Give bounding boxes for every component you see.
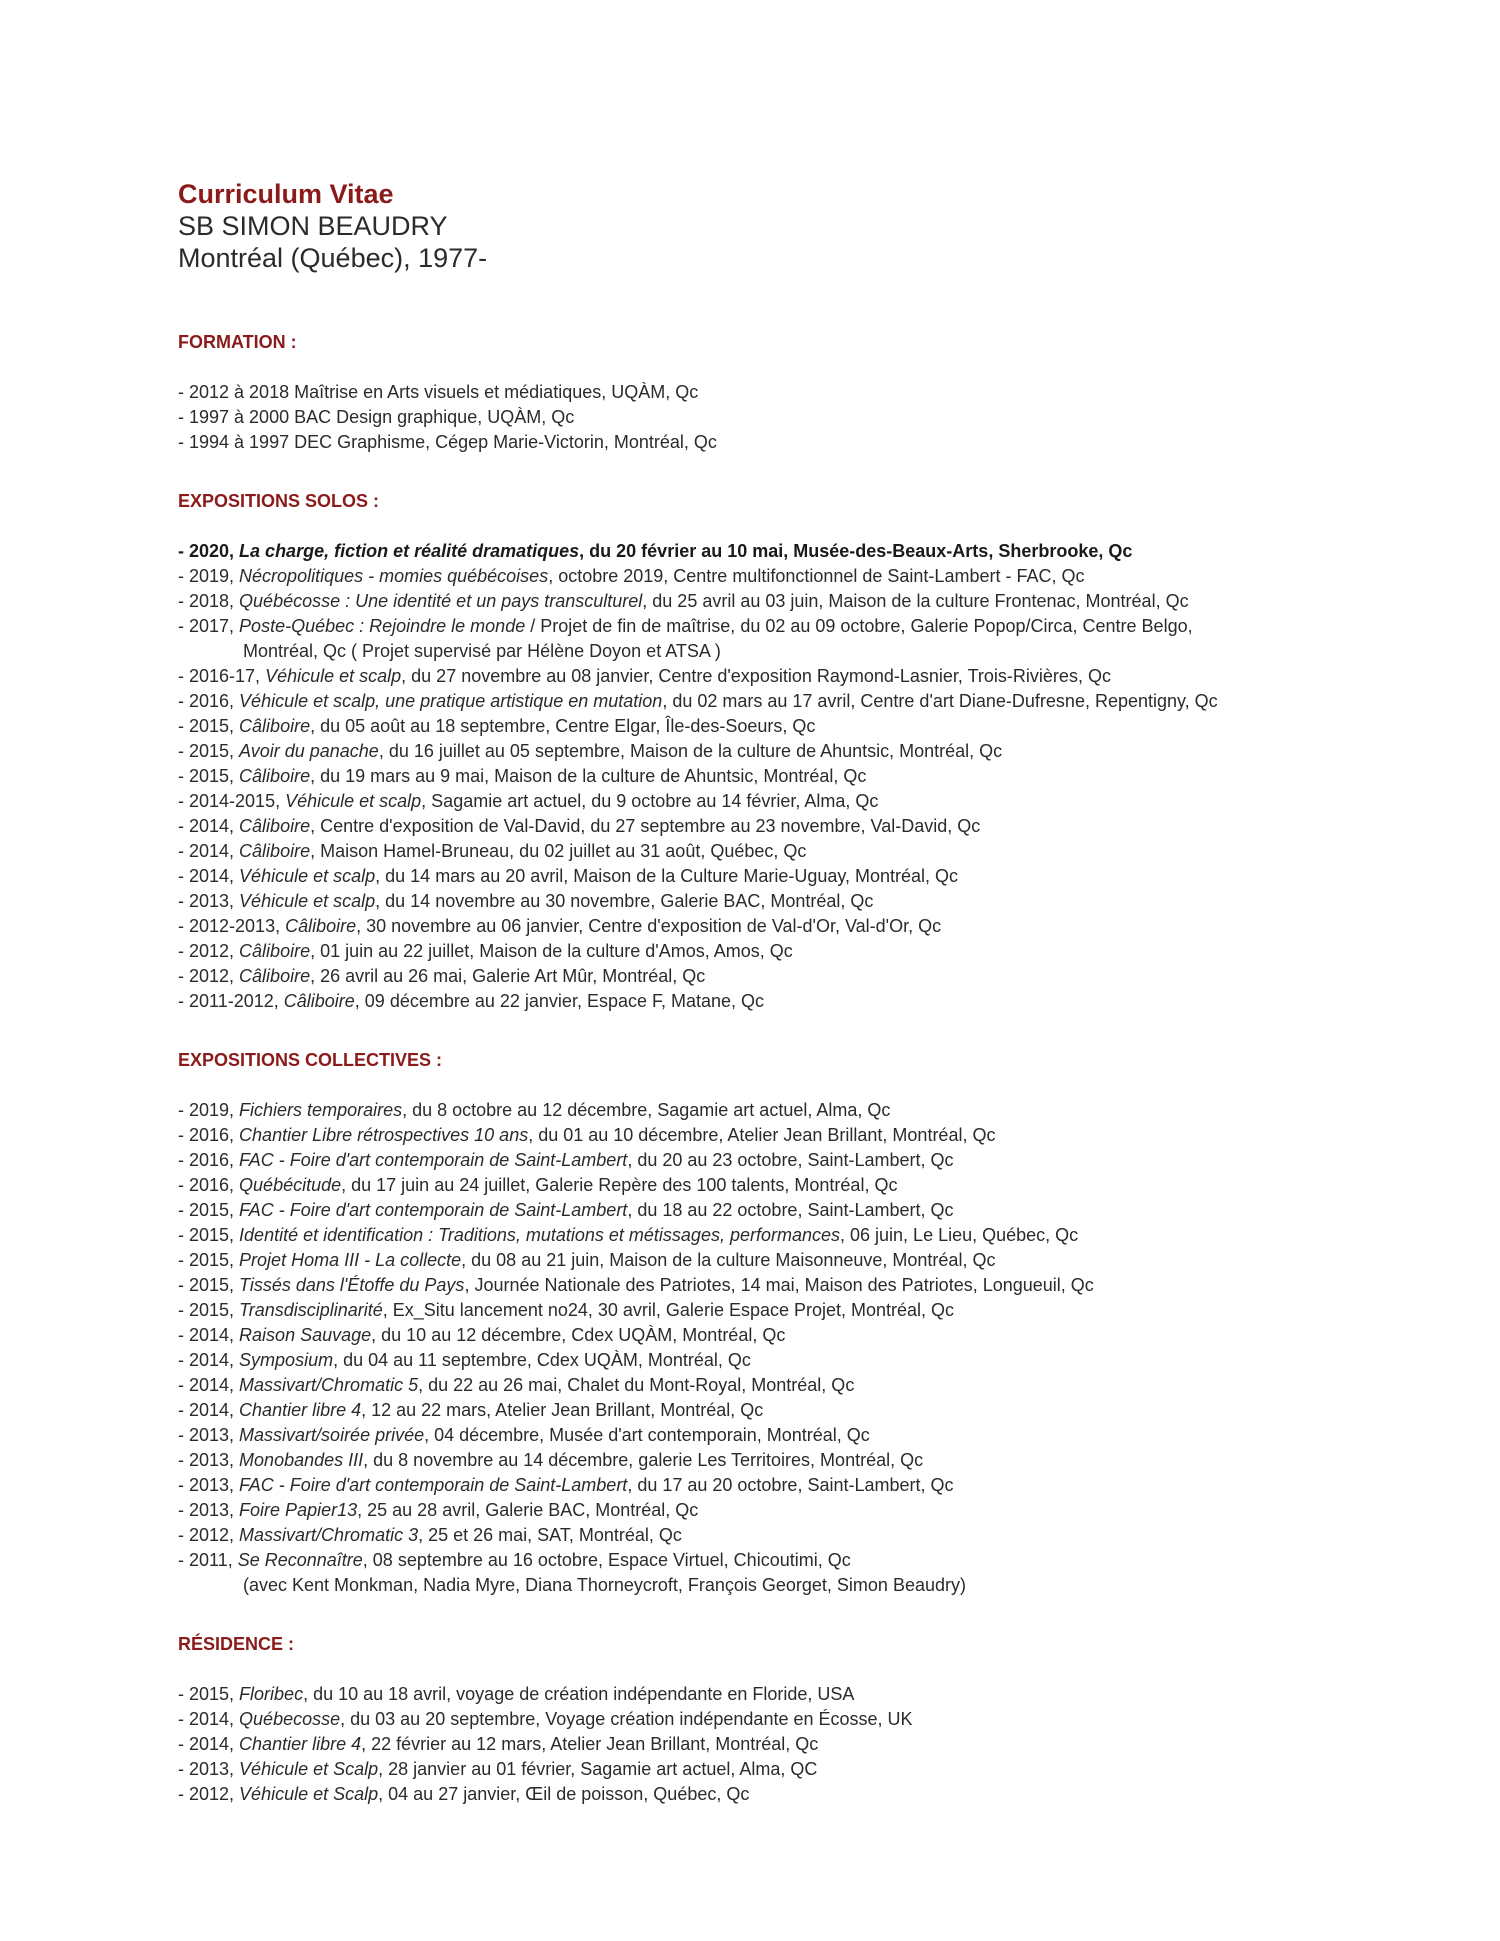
entry-work-title: Câliboire [239, 816, 311, 836]
entry-year: - 2014, [178, 1709, 240, 1729]
solo-list [178, 539, 1468, 1014]
entry-details: , 26 avril au 26 mai, Galerie Art Mûr, Montréal, Qc [310, 966, 706, 986]
entry-year: - 2014, [178, 1375, 240, 1395]
entry-details: , 04 décembre, Musée d'art contemporain, Montréal, Qc [424, 1425, 870, 1445]
entry-year: - 2015, [178, 1225, 240, 1245]
exhibition-entry [178, 1248, 1468, 1273]
exhibition-entry [178, 1473, 1468, 1498]
entry-year: - 2014, [178, 1325, 240, 1345]
entry-work-title: Véhicule et scalp [285, 791, 422, 811]
entry-year: - 2014, [178, 1350, 240, 1370]
entry-work-title: Chantier libre 4 [239, 1734, 362, 1754]
exhibition-entry [178, 1398, 1468, 1423]
exhibition-entry [178, 1782, 1468, 1807]
artist-origin: Montréal (Québec), 1977- [178, 243, 488, 273]
exhibition-entry [178, 989, 1468, 1014]
entry-year: - 2015, [178, 1300, 240, 1320]
exhibition-entry [178, 764, 1468, 789]
entry-work-title: Québecosse [239, 1709, 341, 1729]
entry-year: - 2012, [178, 966, 240, 986]
entry-year: - 2015, [178, 766, 240, 786]
cv-title: Curriculum Vitae [178, 179, 394, 209]
entry-work-title: Fichiers temporaires [239, 1100, 403, 1120]
entry-work-title: Véhicule et scalp [239, 891, 376, 911]
entry-continuation: Montréal, Qc ( Projet supervisé par Hélène Doyon et ATSA ) [243, 641, 721, 661]
entry-details: , du 27 novembre au 08 janvier, Centre d'exposition Raymond-Lasnier, Trois-Rivières, Qc [401, 666, 1111, 686]
exhibition-entry [178, 1298, 1468, 1323]
exhibition-entry [178, 839, 1468, 864]
exhibition-entry [178, 614, 1468, 664]
exhibition-entry [178, 1098, 1468, 1123]
entry-details: , 08 septembre au 16 octobre, Espace Virtuel, Chicoutimi, Qc [362, 1550, 851, 1570]
entry-year: - 2015, [178, 716, 240, 736]
artist-name: SB SIMON BEAUDRY [178, 211, 448, 241]
entry-year: - 2016, [178, 1150, 240, 1170]
entry-year: - 2012, [178, 1525, 240, 1545]
entry-year: - 2017, [178, 616, 240, 636]
exhibition-entry [178, 564, 1468, 589]
entry-work-title: Câliboire [285, 916, 357, 936]
entry-work-title: Câliboire [239, 941, 311, 961]
entry-work-title: Foire Papier13 [239, 1500, 358, 1520]
exhibition-entry [178, 789, 1468, 814]
entry-work-title: Symposium [239, 1350, 334, 1370]
exhibition-entry [178, 964, 1468, 989]
entry-work-title: Québécitude [239, 1175, 342, 1195]
entry-details: , du 14 novembre au 30 novembre, Galerie BAC, Montréal, Qc [375, 891, 874, 911]
entry-work-title: Raison Sauvage [239, 1325, 372, 1345]
entry-work-title: Câliboire [239, 966, 311, 986]
entry-details: , du 16 juillet au 05 septembre, Maison de la culture de Ahuntsic, Montréal, Qc [378, 741, 1003, 761]
residence-section [178, 1632, 1468, 1807]
exhibition-entry [178, 689, 1468, 714]
entry-details: , Journée Nationale des Patriotes, 14 mai, Maison des Patriotes, Longueuil, Qc [464, 1275, 1094, 1295]
formation-item: - 2012 à 2018 Maîtrise en Arts visuels et médiatiques, UQÀM, Qc [178, 382, 699, 402]
entry-work-title: FAC - Foire d'art contemporain de Saint-Lambert [239, 1200, 628, 1220]
entry-details: , 25 au 28 avril, Galerie BAC, Montréal, Qc [357, 1500, 699, 1520]
entry-year: - 2011-2012, [178, 991, 284, 1011]
entry-details: , du 08 au 21 juin, Maison de la culture Maisonneuve, Montréal, Qc [461, 1250, 996, 1270]
entry-year: - 2015, [178, 1200, 240, 1220]
exhibition-entry [178, 1707, 1468, 1732]
exhibition-entry [178, 1123, 1468, 1148]
entry-details: , du 25 avril au 03 juin, Maison de la culture Frontenac, Montréal, Qc [642, 591, 1189, 611]
entry-details: , du 18 au 22 octobre, Saint-Lambert, Qc [627, 1200, 954, 1220]
exhibition-entry [178, 1423, 1468, 1448]
entry-year: - 2016, [178, 691, 240, 711]
exhibition-entry [178, 714, 1468, 739]
entry-work-title: Véhicule et scalp [239, 866, 376, 886]
entry-year: - 2014-2015, [178, 791, 286, 811]
solo-section [178, 489, 1468, 1014]
entry-details: , du 17 au 20 octobre, Saint-Lambert, Qc [627, 1475, 954, 1495]
exhibition-entry [178, 1348, 1468, 1373]
exhibition-entry [178, 814, 1468, 839]
entry-work-title: Véhicule et Scalp [239, 1784, 379, 1804]
entry-work-title: Avoir du panache [239, 741, 379, 761]
entry-year: - 2014, [178, 866, 240, 886]
entry-year: - 2012-2013, [178, 916, 286, 936]
entry-work-title: Véhicule et scalp, une pratique artistique en mutation [239, 691, 663, 711]
entry-details: , du 22 au 26 mai, Chalet du Mont-Royal, Montréal, Qc [418, 1375, 855, 1395]
residence-heading: RÉSIDENCE : [178, 1634, 295, 1654]
exhibition-entry [178, 889, 1468, 914]
exhibition-entry [178, 1273, 1468, 1298]
entry-details: , du 17 juin au 24 juillet, Galerie Repère des 100 talents, Montréal, Qc [341, 1175, 898, 1195]
entry-year: - 2014, [178, 816, 240, 836]
entry-work-title: Véhicule et Scalp [239, 1759, 379, 1779]
entry-work-title: Se Reconnaître [237, 1550, 363, 1570]
entry-details: , du 01 au 10 décembre, Atelier Jean Brillant, Montréal, Qc [528, 1125, 996, 1145]
entry-details: , du 10 au 12 décembre, Cdex UQÀM, Montréal, Qc [371, 1325, 786, 1345]
entry-details: , du 02 mars au 17 avril, Centre d'art Diane-Dufresne, Repentigny, Qc [662, 691, 1218, 711]
exhibition-entry [178, 1173, 1468, 1198]
collective-section [178, 1048, 1468, 1598]
entry-details: , 04 au 27 janvier, Œil de poisson, Québec, Qc [378, 1784, 750, 1804]
entry-year: - 2015, [178, 1250, 240, 1270]
entry-details: , 28 janvier au 01 février, Sagamie art actuel, Alma, QC [378, 1759, 818, 1779]
exhibition-entry [178, 1448, 1468, 1473]
entry-details: , 01 juin au 22 juillet, Maison de la culture d'Amos, Amos, Qc [310, 941, 793, 961]
exhibition-entry [178, 939, 1468, 964]
exhibition-entry [178, 1223, 1468, 1248]
formation-item: - 1994 à 1997 DEC Graphisme, Cégep Marie-Victorin, Montréal, Qc [178, 432, 717, 452]
entry-year: - 2015, [178, 741, 240, 761]
entry-year: - 2012, [178, 941, 240, 961]
entry-details: , 06 juin, Le Lieu, Québec, Qc [840, 1225, 1079, 1245]
exhibition-entry [178, 914, 1468, 939]
entry-work-title: Massivart/Chromatic 3 [239, 1525, 419, 1545]
entry-work-title: Tissés dans l'Étoffe du Pays [239, 1275, 465, 1295]
entry-work-title: Câliboire [239, 766, 311, 786]
formation-item: - 1997 à 2000 BAC Design graphique, UQÀM, Qc [178, 407, 575, 427]
entry-work-title: FAC - Foire d'art contemporain de Saint-Lambert [239, 1150, 628, 1170]
entry-details: , Maison Hamel-Bruneau, du 02 juillet au 31 août, Québec, Qc [310, 841, 807, 861]
entry-year: - 2019, [178, 1100, 240, 1120]
exhibition-entry [178, 1323, 1468, 1348]
entry-details: , 22 février au 12 mars, Atelier Jean Brillant, Montréal, Qc [361, 1734, 819, 1754]
entry-work-title: Câliboire [239, 716, 311, 736]
entry-details: / Projet de fin de maîtrise, du 02 au 09 octobre, Galerie Popop/Circa, Centre Belgo, [525, 616, 1193, 636]
entry-work-title: Massivart/Chromatic 5 [239, 1375, 419, 1395]
entry-work-title: Monobandes III [239, 1450, 364, 1470]
entry-year: - 2013, [178, 1759, 240, 1779]
entry-year: - 2016, [178, 1175, 240, 1195]
entry-work-title: Chantier Libre rétrospectives 10 ans [239, 1125, 529, 1145]
entry-year: - 2019, [178, 566, 240, 586]
collective-heading: EXPOSITIONS COLLECTIVES : [178, 1050, 443, 1070]
entry-details: , 25 et 26 mai, SAT, Montréal, Qc [418, 1525, 682, 1545]
entry-work-title: Véhicule et scalp [265, 666, 402, 686]
entry-details: , du 05 août au 18 septembre, Centre Elgar, Île-des-Soeurs, Qc [310, 716, 816, 736]
entry-year: - 2016-17, [178, 666, 266, 686]
entry-work-title: Identité et identification : Traditions, mutations et métissages, performances [239, 1225, 841, 1245]
entry-year: - 2015, [178, 1275, 240, 1295]
residence-list [178, 1682, 1468, 1807]
exhibition-entry [178, 664, 1468, 689]
entry-work-title: Chantier libre 4 [239, 1400, 362, 1420]
entry-work-title: Nécropolitiques - momies québécoises [239, 566, 549, 586]
entry-work-title: Québécosse : Une identité et un pays transculturel [239, 591, 643, 611]
entry-details: , Sagamie art actuel, du 9 octobre au 14 février, Alma, Qc [421, 791, 879, 811]
entry-work-title: Câliboire [283, 991, 355, 1011]
entry-year: - 2015, [178, 1684, 240, 1704]
solo-heading: EXPOSITIONS SOLOS : [178, 491, 380, 511]
exhibition-entry [178, 1548, 1468, 1598]
entry-details: , 12 au 22 mars, Atelier Jean Brillant, Montréal, Qc [361, 1400, 764, 1420]
entry-details: , Ex_Situ lancement no24, 30 avril, Galerie Espace Projet, Montréal, Qc [382, 1300, 955, 1320]
entry-year: - 2013, [178, 1475, 240, 1495]
exhibition-entry [178, 739, 1468, 764]
entry-work-title: La charge, fiction et réalité dramatiques [239, 541, 580, 561]
entry-year: - 2016, [178, 1125, 240, 1145]
entry-work-title: Massivart/soirée privée [239, 1425, 425, 1445]
entry-details: , du 8 novembre au 14 décembre, galerie Les Territoires, Montréal, Qc [363, 1450, 924, 1470]
entry-details: , du 8 octobre au 12 décembre, Sagamie art actuel, Alma, Qc [402, 1100, 891, 1120]
entry-year: - 2013, [178, 891, 240, 911]
exhibition-entry [178, 1373, 1468, 1398]
entry-year: - 2014, [178, 841, 240, 861]
exhibition-entry [178, 589, 1468, 614]
cv-page [178, 178, 1468, 1807]
entry-year: - 2018, [178, 591, 240, 611]
formation-list [178, 380, 1468, 455]
entry-details: , du 20 au 23 octobre, Saint-Lambert, Qc [627, 1150, 954, 1170]
entry-year: - 2014, [178, 1400, 240, 1420]
collective-list [178, 1098, 1468, 1598]
entry-details: , du 04 au 11 septembre, Cdex UQÀM, Montréal, Qc [333, 1350, 751, 1370]
entry-year: - 2020, [178, 541, 240, 561]
entry-details: , Centre d'exposition de Val-David, du 27 septembre au 23 novembre, Val-David, Qc [310, 816, 981, 836]
entry-work-title: FAC - Foire d'art contemporain de Saint-Lambert [239, 1475, 628, 1495]
entry-work-title: Floribec [239, 1684, 304, 1704]
exhibition-entry [178, 1682, 1468, 1707]
entry-work-title: Projet Homa III - La collecte [239, 1250, 462, 1270]
exhibition-entry [178, 1148, 1468, 1173]
formation-section [178, 330, 1468, 455]
entry-year: - 2013, [178, 1425, 240, 1445]
entry-details: , du 19 mars au 9 mai, Maison de la culture de Ahuntsic, Montréal, Qc [310, 766, 867, 786]
entry-details: , octobre 2019, Centre multifonctionnel de Saint-Lambert - FAC, Qc [548, 566, 1085, 586]
exhibition-entry [178, 1198, 1468, 1223]
exhibition-entry [178, 1523, 1468, 1548]
entry-year: - 2013, [178, 1500, 240, 1520]
entry-work-title: Poste-Québec : Rejoindre le monde [239, 616, 526, 636]
entry-work-title: Transdisciplinarité [239, 1300, 383, 1320]
entry-details: , du 03 au 20 septembre, Voyage création indépendante en Écosse, UK [340, 1709, 913, 1729]
entry-continuation: (avec Kent Monkman, Nadia Myre, Diana Thorneycroft, François Georget, Simon Beaudry) [243, 1575, 966, 1595]
exhibition-entry [178, 864, 1468, 889]
entry-details: , du 14 mars au 20 avril, Maison de la Culture Marie-Uguay, Montréal, Qc [375, 866, 959, 886]
entry-details: , 09 décembre au 22 janvier, Espace F, Matane, Qc [354, 991, 765, 1011]
entry-details: , du 10 au 18 avril, voyage de création indépendante en Floride, USA [303, 1684, 855, 1704]
exhibition-entry [178, 1732, 1468, 1757]
entry-work-title: Câliboire [239, 841, 311, 861]
entry-year: - 2013, [178, 1450, 240, 1470]
formation-heading: FORMATION : [178, 332, 297, 352]
entry-year: - 2011, [178, 1550, 238, 1570]
entry-year: - 2014, [178, 1734, 240, 1754]
entry-details: , 30 novembre au 06 janvier, Centre d'exposition de Val-d'Or, Val-d'Or, Qc [356, 916, 942, 936]
exhibition-entry [178, 1498, 1468, 1523]
exhibition-entry [178, 539, 1468, 564]
entry-year: - 2012, [178, 1784, 240, 1804]
exhibition-entry [178, 1757, 1468, 1782]
entry-details: , du 20 février au 10 mai, Musée-des-Beaux-Arts, Sherbrooke, Qc [579, 541, 1133, 561]
